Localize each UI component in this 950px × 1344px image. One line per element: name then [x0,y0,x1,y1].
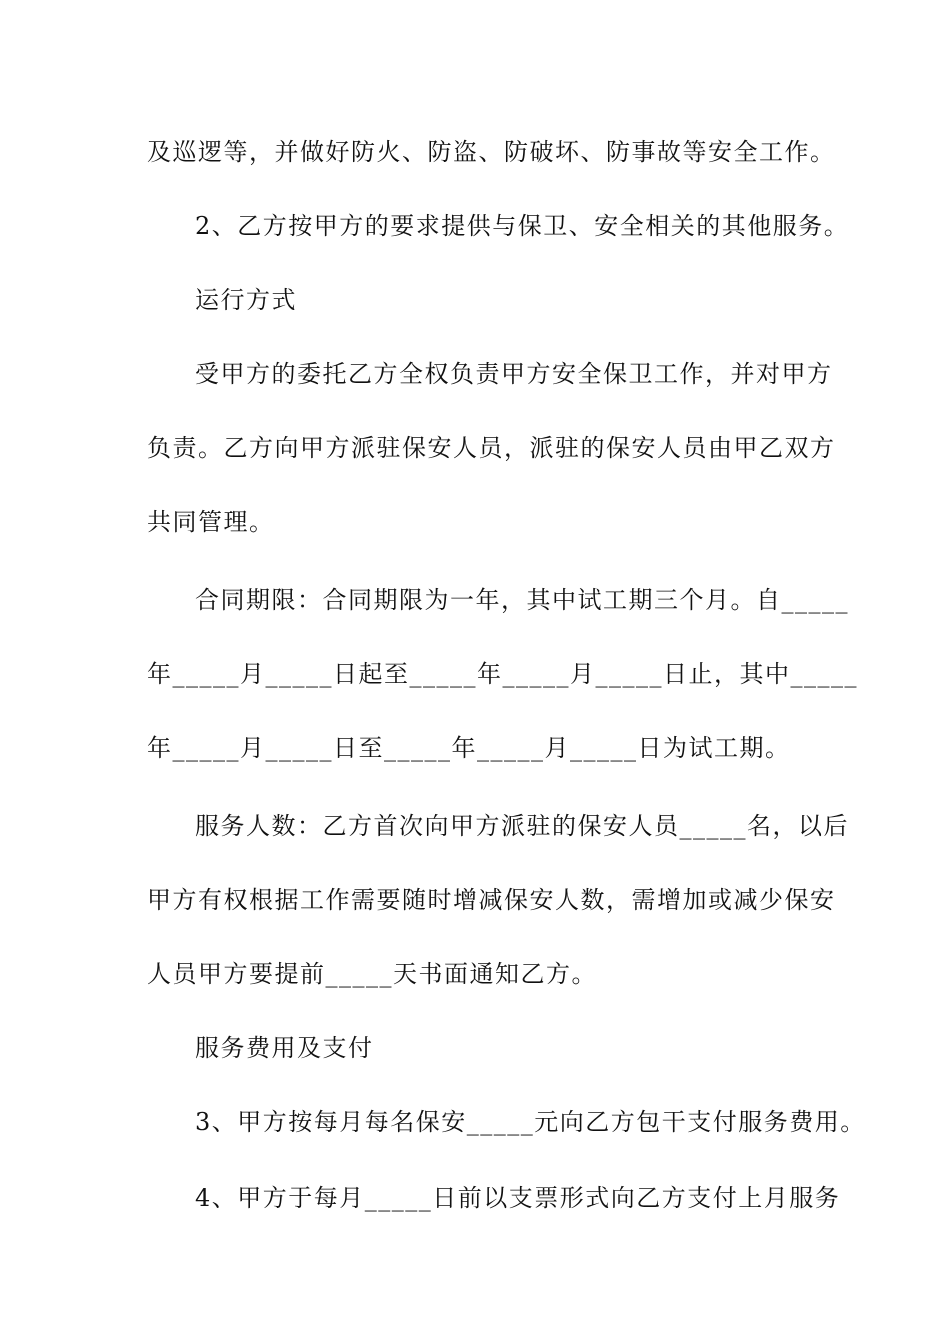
paragraph-line: 人员甲方要提前_____天书面通知乙方。 [147,960,597,988]
paragraph-line: 甲方有权根据工作需要随时增减保安人数，需增加或减少保安 [147,886,836,914]
section-heading: 运行方式 [195,286,297,314]
paragraph-line: 及巡逻等，并做好防火、防盗、防破坏、防事故等安全工作。 [147,138,836,166]
paragraph-line: 2、乙方按甲方的要求提供与保卫、安全相关的其他服务。 [195,212,850,240]
paragraph-line: 负责。乙方向甲方派驻保安人员，派驻的保安人员由甲乙双方 [147,434,836,462]
section-heading: 服务费用及支付 [195,1034,374,1062]
paragraph-line: 3、甲方按每月每名保安_____元向乙方包干支付服务费用。 [195,1108,866,1136]
paragraph-line: 年_____月_____日至_____年_____月_____日为试工期。 [147,734,791,762]
paragraph-line: 4、甲方于每月_____日前以支票形式向乙方支付上月服务 [195,1184,841,1212]
paragraph-line: 合同期限：合同期限为一年，其中试工期三个月。自_____ [195,586,849,614]
paragraph-line: 共同管理。 [147,508,275,536]
paragraph-line: 受甲方的委托乙方全权负责甲方安全保卫工作，并对甲方 [195,360,833,388]
paragraph-line: 服务人数：乙方首次向甲方派驻的保安人员_____名，以后 [195,812,849,840]
paragraph-line: 年_____月_____日起至_____年_____月_____日止，其中_____ [147,660,858,688]
